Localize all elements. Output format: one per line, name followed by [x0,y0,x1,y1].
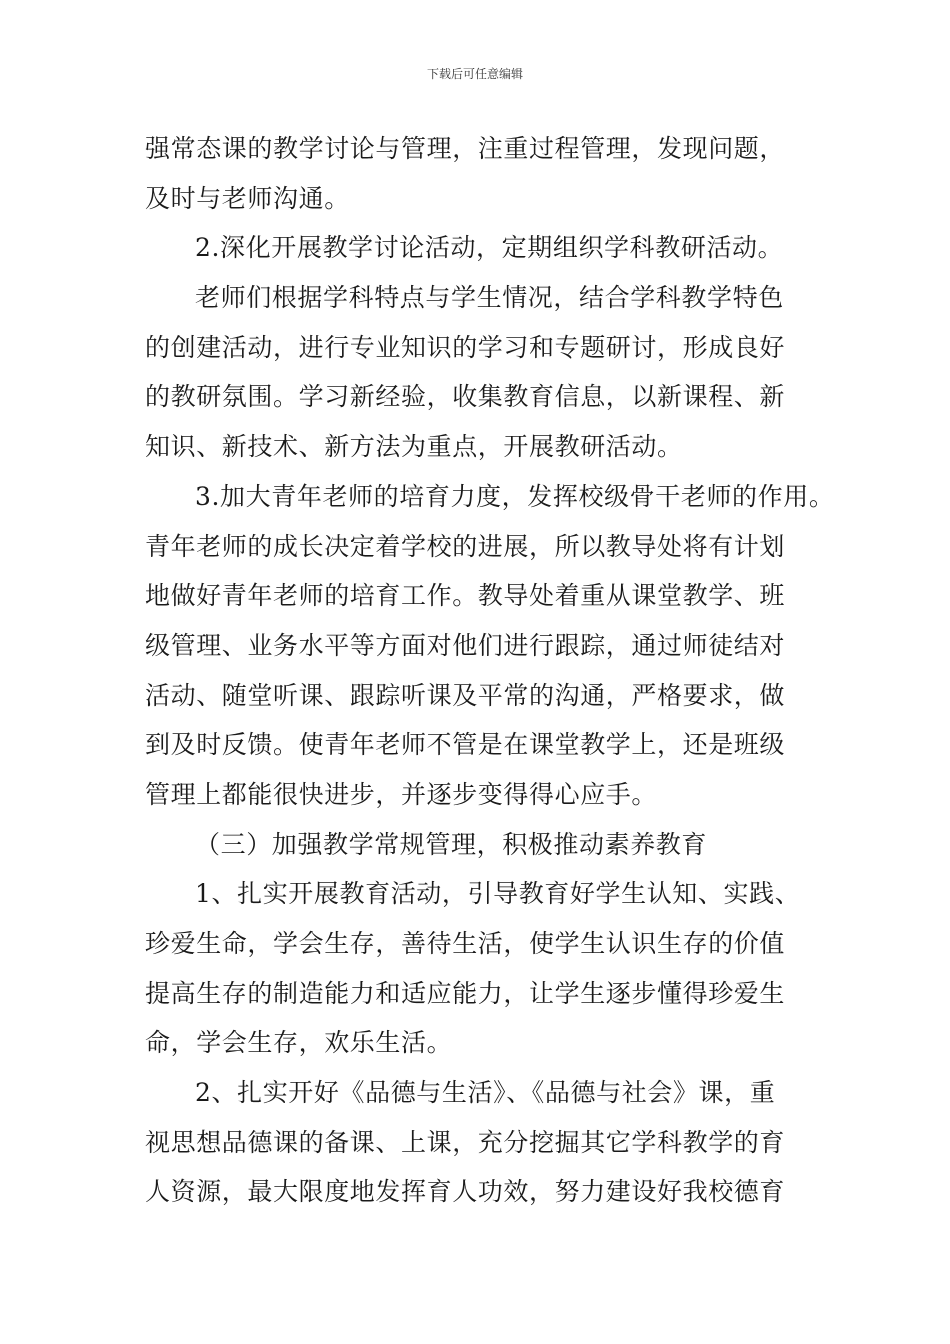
text-line: 2、扎实开好《品德与生活》、《品德与社会》课，重 [195,1078,776,1108]
text-line: 强常态课的教学讨论与管理，注重过程管理，发现问题， [145,134,786,163]
text-line: 命，学会生存，欢乐生活。 [145,1028,453,1058]
text-line: 人资源，最大限度地发挥育人功效，努力建设好我校德育 [145,1177,786,1207]
document-body [145,124,835,1217]
text-line: 到及时反馈。使青年老师不管是在课堂教学上，还是班级 [145,730,786,760]
text-line: 及时与老师沟通。 [145,183,350,213]
section-heading: （三）加强教学常规管理，积极推动素养教育 [195,829,708,859]
text-line: 提高生存的制造能力和适应能力，让学生逐步懂得珍爱生 [145,978,786,1008]
text-line: 视思想品德课的备课、上课，充分挖掘其它学科教学的育 [145,1127,786,1157]
text-line: 1、扎实开展教育活动，引导教育好学生认知、实践、 [195,879,801,909]
text-line: 的创建活动，进行专业知识的学习和专题研讨，形成良好 [145,332,786,362]
text-line: 老师们根据学科特点与学生情况，结合学科教学特色 [195,283,784,313]
text-line: 青年老师的成长决定着学校的进展，所以教导处将有计划 [145,531,786,561]
text-line: 级管理、业务水平等方面对他们进行跟踪，通过师徒结对 [145,630,786,660]
page-header-note: 下载后可任意编辑 [426,67,523,81]
text-line: 珍爱生命，学会生存，善待生活，使学生认识生存的价值 [145,929,786,958]
section-heading: 2.深化开展教学讨论活动，定期组织学科教研活动。 [195,233,784,263]
text-line: 地做好青年老师的培育工作。教导处着重从课堂教学、班 [145,581,786,611]
text-line: 活动、随堂听课、跟踪听课及平常的沟通，严格要求，做 [145,680,786,710]
text-line: 的教研氛围。学习新经验，收集教育信息，以新课程、新 [145,382,786,412]
section-heading: 3.加大青年老师的培育力度，发挥校级骨干老师的作用。 [195,481,835,511]
text-line: 管理上都能很快进步，并逐步变得得心应手。 [145,779,658,809]
text-line: 知识、新技术、新方法为重点，开展教研活动。 [145,432,683,462]
